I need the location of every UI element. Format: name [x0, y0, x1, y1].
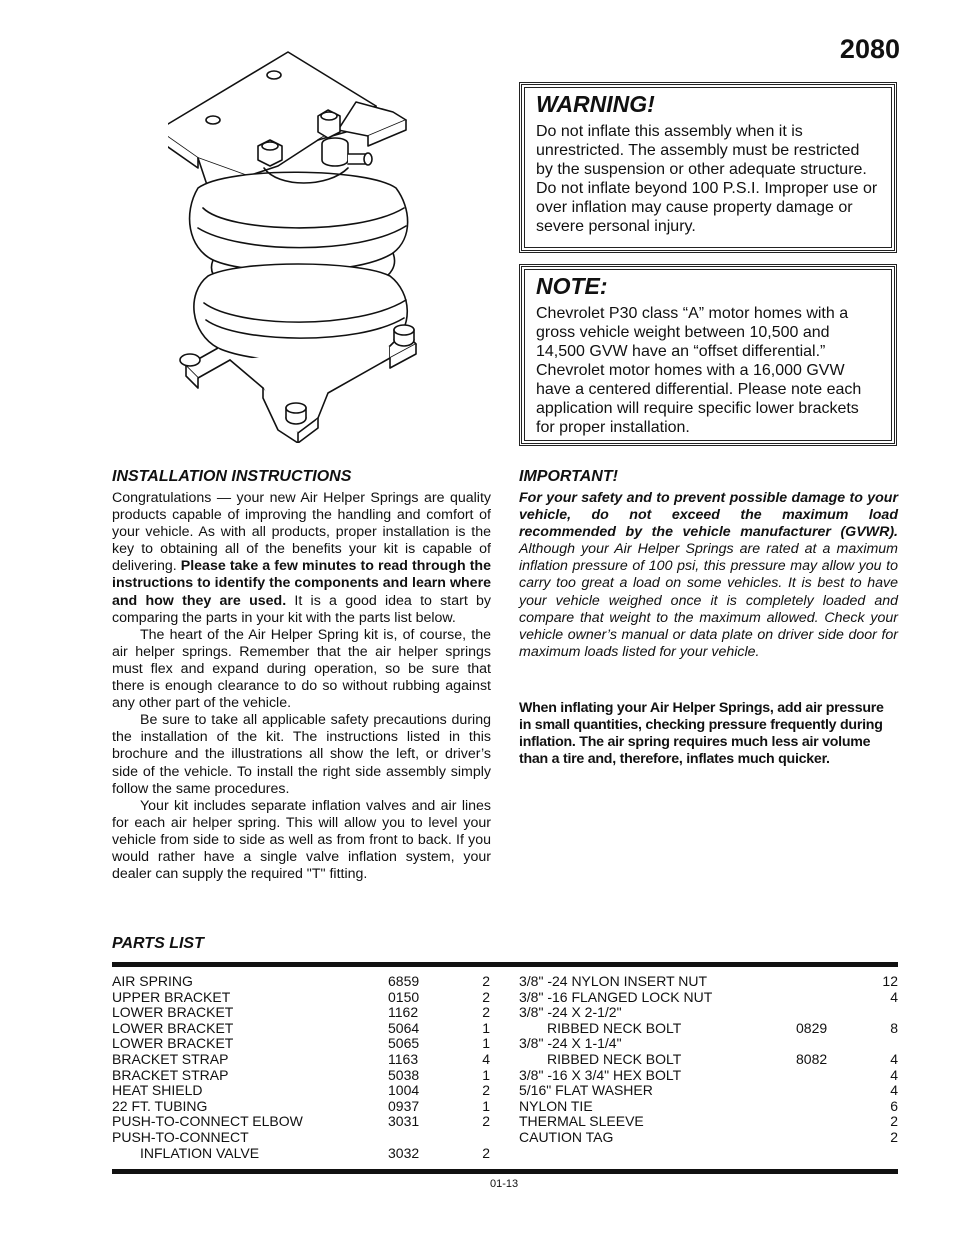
- parts-list-row: [519, 1021, 898, 1037]
- installation-paragraph-3: Be sure to take all applicable safety precautions during the installation of the kit. The instructions listed in this brochure and the illustrations all show the left, or driver’s side of the vehicle. To install the right side assembly simply follow the same procedures.: [112, 712, 491, 797]
- part-name: 3/8" -24 X 2-1/2": [519, 1004, 622, 1021]
- part-name: PUSH-TO-CONNECT ELBOW: [112, 1113, 303, 1130]
- important-body-text: Although your Air Helper Springs are rated at a maximum inflation pressure of 100 psi, this pressure may allow you to carry too great a load on some vehicles. It is best to have your vehicle weighed once it is completely loaded and compare that weight to the maximum allowed. Check your vehicle owner’s manual or data plate on driver side door for maximum loads listed for your vehicle.: [519, 541, 898, 660]
- important-bold-text: For your safety and to prevent possible damage to your vehicle, do not exceed the maximum load recommended by the vehicle manufacturer (GVWR).: [519, 490, 898, 541]
- installation-p1-bold: Please take a few minutes to read through the instructions to identify the components and learn where and how they are used.: [112, 558, 491, 609]
- part-quantity: 1: [482, 1019, 490, 1036]
- note-box: [519, 264, 897, 446]
- part-quantity: 2: [482, 1144, 490, 1161]
- part-quantity: 2: [482, 1082, 490, 1099]
- part-name: BRACKET STRAP: [112, 1066, 229, 1083]
- part-quantity: 4: [482, 1050, 490, 1067]
- parts-list-row: [519, 1130, 898, 1146]
- part-name: RIBBED NECK BOLT: [547, 1050, 682, 1067]
- warning-title: WARNING!: [536, 91, 655, 117]
- part-number: 3031: [388, 1113, 420, 1130]
- parts-list-row: [112, 990, 492, 1006]
- parts-list-right-column: [519, 974, 898, 1146]
- part-name: THERMAL SLEEVE: [519, 1113, 644, 1130]
- part-number: 6859: [388, 973, 420, 989]
- part-number: 1163: [388, 1050, 419, 1067]
- part-name: 3/8" -16 X 3/4" HEX BOLT: [519, 1066, 682, 1083]
- part-name: RIBBED NECK BOLT: [547, 1019, 682, 1036]
- air-spring-assembly-icon: [168, 48, 433, 443]
- part-name: PUSH-TO-CONNECT: [112, 1128, 249, 1145]
- part-quantity: 1: [482, 1035, 490, 1052]
- important-text: [519, 490, 898, 661]
- part-name: HEAT SHIELD: [112, 1082, 203, 1099]
- installation-p1-end: It is a good idea to start by comparing the parts in your kit with the parts list below.: [112, 592, 491, 626]
- part-quantity: 1: [482, 1066, 490, 1083]
- parts-list-row: [519, 1083, 898, 1099]
- part-name: 3/8" -24 X 1-1/4": [519, 1035, 622, 1052]
- parts-list-title: PARTS LIST: [112, 935, 204, 952]
- parts-list-row: [519, 1068, 898, 1084]
- part-name: LOWER BRACKET: [112, 1035, 234, 1052]
- parts-list-row: [519, 990, 898, 1006]
- part-name: BRACKET STRAP: [112, 1050, 229, 1067]
- part-quantity: 4: [890, 988, 898, 1005]
- part-quantity: 2: [890, 1128, 898, 1145]
- part-quantity: 6: [890, 1097, 898, 1114]
- part-number: 0150: [388, 988, 420, 1005]
- installation-title: INSTALLATION INSTRUCTIONS: [112, 468, 352, 485]
- parts-list-row: [112, 1099, 492, 1115]
- part-quantity: 2: [482, 1004, 490, 1021]
- part-name: NYLON TIE: [519, 1097, 593, 1114]
- important-title: IMPORTANT!: [519, 468, 618, 485]
- part-number: 8082: [796, 1050, 828, 1067]
- parts-list-row: [519, 1099, 898, 1115]
- part-quantity: 2: [482, 1113, 490, 1130]
- installation-paragraph-2: The heart of the Air Helper Spring kit is, of course, the air helper springs. Remember that the air helper springs must flex and expand during operation, so be sure that there is enough clearance to do so without rubbing against any other part of the vehicle.: [112, 626, 491, 712]
- note-text: Chevrolet P30 class “A” motor homes with a gross vehicle weight between 10,500 and 14,500 GVW have an “offset differential.” Chevrolet motor homes with a 16,000 GVW have a centered differential. Please note each application will require specific lower brackets for proper installation.: [536, 305, 862, 436]
- part-quantity: 2: [482, 973, 490, 989]
- part-name: 5/16" FLAT WASHER: [519, 1082, 653, 1099]
- installation-paragraph-4: Your kit includes separate inflation valves and air lines for each air helper spring. This will allow you to level your vehicle from side to side as well as from front to back. If you would rather have a single valve inflation system, your dealer can supply the required "T" fitting.: [112, 797, 491, 883]
- installation-paragraph-1: [112, 490, 491, 627]
- parts-list-row: [112, 1083, 492, 1099]
- inflation-note: When inflating your Air Helper Springs, add air pressure in small quantities, checking pressure frequently during inflation. The air spring requires much less air volume than a tire and, therefore, inflates much quicker.: [519, 700, 884, 768]
- part-number: 5065: [388, 1035, 420, 1052]
- part-name: INFLATION VALVE: [140, 1144, 260, 1161]
- parts-list-row: [112, 1114, 492, 1130]
- part-number: 1162: [388, 1004, 419, 1021]
- parts-list-row: [112, 1068, 492, 1084]
- parts-list-row: [112, 1036, 492, 1052]
- part-name: AIR SPRING: [112, 973, 193, 989]
- part-name: 3/8" -24 NYLON INSERT NUT: [519, 973, 708, 989]
- part-quantity: 2: [482, 988, 490, 1005]
- parts-list-row: [519, 1052, 898, 1068]
- part-name: 22 FT. TUBING: [112, 1097, 208, 1114]
- installation-p1-start: Congratulations — your new Air Helper Springs are quality products capable of improving the handling and comfort of your vehicle. As with all products, proper installation is the key to obtaining all of the benefits your kit is capable of delivering.: [112, 490, 491, 575]
- part-name: LOWER BRACKET: [112, 1019, 234, 1036]
- part-number: 5064: [388, 1019, 420, 1036]
- parts-list-row: [112, 1052, 492, 1068]
- part-quantity: 4: [890, 1066, 898, 1083]
- installation-instructions: [112, 490, 491, 883]
- parts-list-row: [519, 1005, 898, 1021]
- parts-list-row: [112, 1021, 492, 1037]
- parts-list-row: [519, 974, 898, 990]
- parts-list-row: [112, 1146, 492, 1162]
- warning-text: Do not inflate this assembly when it is unrestricted. The assembly must be restricted by the suspension or other adequate structure. Do not inflate beyond 100 P.S.I. Improper use or over inflation may cause property damage or severe personal injury.: [536, 123, 878, 235]
- part-number: 5038: [388, 1066, 420, 1083]
- revision-code: 01-13: [490, 1178, 519, 1190]
- part-number: 3032: [388, 1144, 420, 1161]
- part-quantity: 2: [890, 1113, 898, 1130]
- document-number: 2080: [839, 34, 900, 64]
- part-quantity: 4: [890, 1082, 898, 1099]
- part-name: 3/8" -16 FLANGED LOCK NUT: [519, 988, 713, 1005]
- parts-list-row: [519, 1036, 898, 1052]
- parts-list-row: [519, 1114, 898, 1130]
- part-name: LOWER BRACKET: [112, 1004, 234, 1021]
- note-title: NOTE:: [536, 273, 608, 299]
- part-quantity: 1: [482, 1097, 490, 1114]
- part-name: CAUTION TAG: [519, 1128, 614, 1145]
- part-quantity: 8: [890, 1019, 898, 1036]
- part-quantity: 12: [882, 973, 898, 989]
- parts-list-row: [112, 1005, 492, 1021]
- part-number: 0937: [388, 1097, 420, 1114]
- parts-list-left-column: [112, 974, 492, 1161]
- part-number: 0829: [796, 1019, 828, 1036]
- part-number: 1004: [388, 1082, 420, 1099]
- parts-list-bottom-rule: [112, 1169, 898, 1174]
- parts-list-row: [112, 974, 492, 990]
- part-name: UPPER BRACKET: [112, 988, 231, 1005]
- parts-list-top-rule: [112, 962, 898, 967]
- warning-box: [519, 82, 897, 253]
- part-quantity: 4: [890, 1050, 898, 1067]
- parts-list-row: [112, 1130, 492, 1146]
- important-section: [519, 490, 898, 661]
